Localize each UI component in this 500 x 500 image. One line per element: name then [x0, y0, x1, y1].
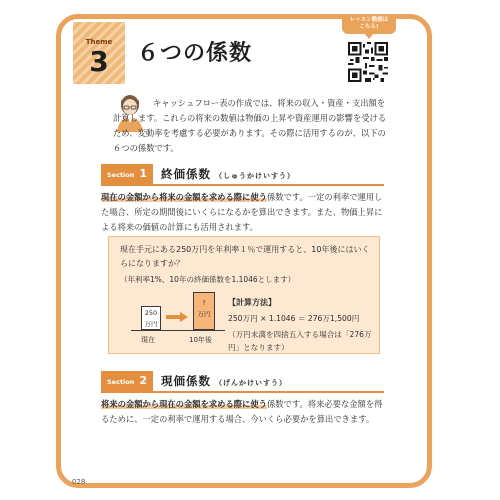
example-box — [108, 236, 380, 354]
section-1-tag — [101, 164, 153, 184]
present-value-amount: 250 — [144, 309, 158, 317]
section-1-highlight: 現在の金額から将来の金額を求める際に使う — [101, 192, 267, 202]
section-2-tag — [101, 371, 153, 391]
section-2-title-text: 現価係数 — [161, 374, 211, 388]
qr-caption-line2: こちら! — [359, 24, 379, 30]
theme-number: 3 — [89, 45, 109, 78]
present-value-box — [141, 306, 161, 330]
section-2-tag-label: Section — [107, 378, 135, 386]
page-number: 028 — [72, 478, 86, 486]
section-1-text: 係数です。一定の利率で運用した場合、所定の期間後にいくらになるかを算出できます。また、物価上昇による将来の価値の計算にも活用されます。 — [101, 192, 383, 232]
qr-caption-line1: レッスン動画は — [349, 17, 389, 23]
section-1-header — [101, 164, 384, 186]
section-1-title — [161, 166, 295, 182]
section-2-header — [101, 371, 384, 393]
future-value-unit: 万円 — [197, 310, 211, 318]
qr-area[interactable] — [342, 14, 396, 80]
theme-tab — [73, 22, 125, 84]
example-note: （年利率1%、10年の終価係数を1.1046とします） — [120, 275, 296, 284]
calculation-title: 【計算方法】 — [228, 298, 276, 307]
intro-paragraph: キャッシュフロー表の作成では、将来の収入・資産・支出額を計算します。これらの将来の数値は物価の上昇や資産運用の影響を受けるため、変動率を考慮する必要があります。その際に活用するのが、以下の６つの係数です。 — [113, 98, 387, 153]
label-present: 現在 — [141, 336, 155, 344]
section-2-number: 2 — [139, 374, 148, 387]
calculation-formula: 250万円 × 1.1046 ＝ 276万1,500円 — [228, 314, 360, 323]
future-value-amount: ? — [202, 299, 206, 307]
qr-code-icon[interactable] — [348, 42, 388, 82]
section-2-title — [161, 373, 287, 389]
section-1-tag-label: Section — [107, 171, 135, 179]
theme-label: Theme — [85, 38, 113, 46]
section-2-highlight: 将来の金額から現在の金額を求める際に使う — [101, 399, 267, 409]
calculation-note: （万円未満を四捨五入する場合は「276万円」となります） — [228, 330, 372, 352]
right-arrow-icon — [166, 312, 188, 322]
section-1-body — [101, 190, 389, 235]
section-2-body — [101, 397, 389, 427]
present-value-unit: 万円 — [144, 320, 158, 328]
section-2-text: 係数です。将来必要な金額を得るために、一定の利率で運用する場合、今いくら必要かを算出できます。 — [101, 399, 383, 424]
qr-caption — [342, 14, 396, 34]
diagram-baseline — [131, 330, 225, 331]
section-1-reading: （しゅうかけいすう） — [215, 172, 295, 180]
section-2-reading: （げんかけいすう） — [215, 379, 287, 387]
label-future: 10年後 — [189, 336, 212, 344]
section-1-title-text: 終価係数 — [161, 167, 211, 181]
section-1-number: 1 — [139, 167, 148, 180]
example-diagram — [119, 287, 229, 353]
page-title: ６つの係数 — [137, 41, 253, 66]
future-value-box — [193, 292, 215, 330]
example-question: 現在手元にある250万円を年利率１％で運用すると、10年後にはいくらになりますか？ — [120, 245, 370, 268]
